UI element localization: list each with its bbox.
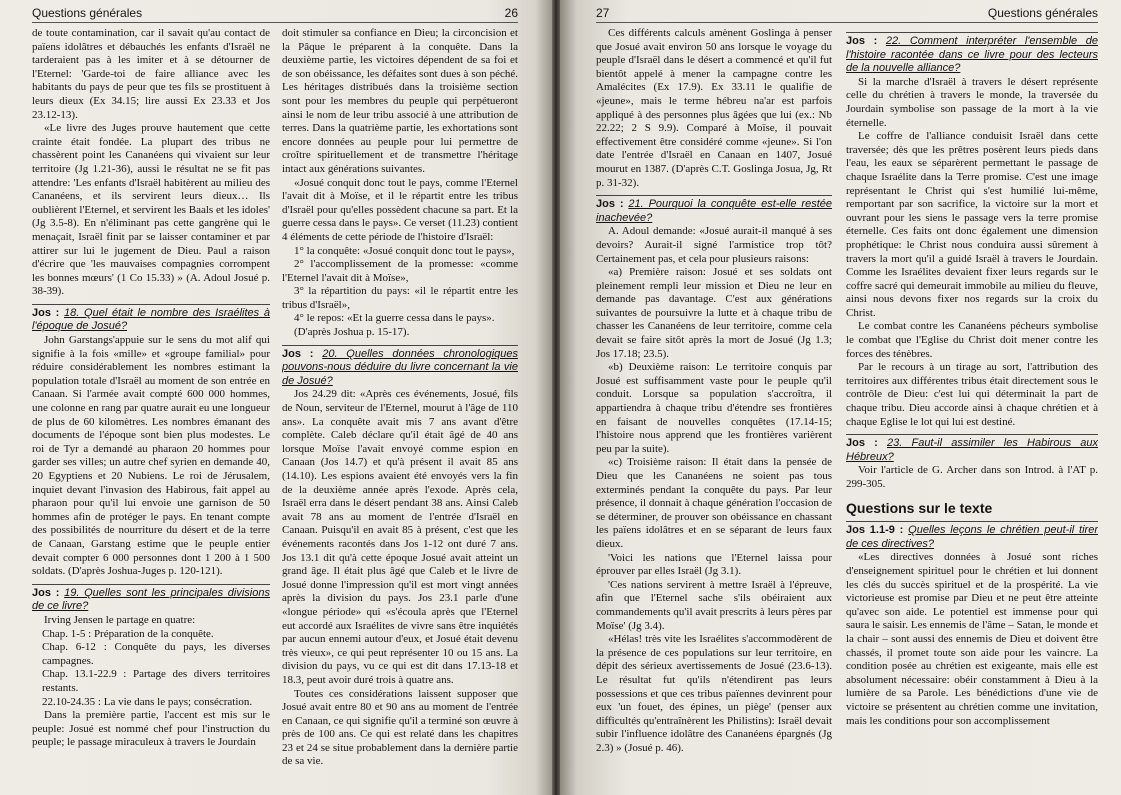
paragraph: «Les directives données à Josué sont riches d'enseignement spirituel pour le chrétien et lui donnent les clés du succès spirituel et de la prospérité. La vie victorieuse est promise par Dieu et ne peut être atteinte qu'avec son aide. Le potentiel est immense pour qui saura le saisir. Les ennemis de l'âme – Satan, le monde et la chair – sont aussi des ennemis de Dieu et doivent être chassés, il promet toute son aide pour les vaincre. La condition posée au chrétien est exigeante, mais elle est absolument nécessaire: obéir constamment à Dieu à la lumière de sa Parole. Les bénédictions d'une vie de victoire se présentent au chrétien comme une invitation, mais les conditions pour son accomplissement [846,551,1098,727]
section-heading: Questions sur le texte [846,499,993,516]
left-page [0,0,552,795]
division-list-item: Chap. 6-12 : Conquête du pays, les diverses campagnes. [42,641,270,667]
division-list-item: 22.10-24.35 : La vie dans le pays; consécration. [42,695,253,708]
right-page-number: 27 [596,6,610,20]
paragraph: «a) Première raison: Josué et ses soldats ont pleinement rempli leur mission et Dieu ne leur en demande pas davantage. C'est aux générations suivantes de poursuivre la lutte et à chaque tribu de chasser les Cananéens de leur territoire, comme cela devait se faire sitôt après la mort de Josué (Jg 1.3; Jos 17.18; 23.5). [596,266,832,360]
paragraph: Irving Jensen le partage en quatre: [44,613,196,626]
question-heading [596,195,832,225]
question-text: 20. Quelles données chronologiques pouvons-nous déduire du livre concernant la vie de Josué? [282,347,518,387]
paragraph: de toute contamination, car il savait qu'au contact de païens idolâtres et débauchés les enfants d'Israël ne tarderaient pas à les imiter et à se détourner de l'Eternel: 'Garde-toi de faire alliance avec les habitants du pays de peur que tes fils se prostituent à leurs dieux (Ex 34.15; lire aussi Ex 23.33 et Jos 23.12-13). [32,27,270,121]
question-text: 19. Quelles sont les principales divisions de ce livre? [32,586,270,613]
paragraph: doit stimuler sa confiance en Dieu; la circoncision et la Pâque le préparent à la conquête. Dans la deuxième partie, les victoires dépendent de sa foi et de son obéissance, les défaites sont dues à son péché. Les héritages distribués dans la troisième section sont pour les membres du peuple qui perpétueront ainsi le nom de leur tribu associé à une attribution de terres. Dans la quatrième partie, les exhortations sont encore données au peuple pour lui permettre de croître spirituellement et de transmettre l'héritage intact aux générations suivantes. [282,27,518,175]
question-ref: Jos : [32,306,65,319]
paragraph: 3° la répartition du pays: «il le répartit entre les tribus d'Israël», [282,285,518,311]
right-column-2 [846,27,1098,793]
question-heading [32,304,270,334]
left-page-number: 26 [504,6,518,20]
question-heading [846,521,1098,551]
question-ref: Jos : [282,347,323,360]
question-text: 21. Pourquoi la conquête est-elle restée inachevée? [596,198,832,224]
question-ref: Jos : [596,198,629,211]
paragraph: Si la marche d'Israël à travers le désert représente celle du chrétien à travers le monde, la traversée du Jourdain symbolise son passage de la mort à la vie éternelle. [846,75,1098,129]
division-list-item: Chap. 1-5 : Préparation de la conquête. [42,627,214,640]
paragraph: Le coffre de l'alliance conduisit Israël dans cette traversée; dès que les prêtres posèrent leurs pieds dans l'eau, les eaux se séparèrent permettant le passage de chaque Israélite dans la Terre promise. C'est une image représentant le Christ qui s'est humilié lui-même, remportant par son sacrifice, la victoire sur la mort et ouvrant pour les siens le passage vers la terre promise éternelle. Ces faits ont donc également une dimension prophétique: le Christ nous conduira aussi sûrement à travers la mort qu'il a guidé Israël à travers le Jourdain. Comme les Israélites devaient fixer leurs regards sur le coffre sacré qui demeurait immobile au milieu du fleuve, ainsi nous devons fixer nos regards sur la croix du Christ. [846,130,1098,319]
division-list-item: Chap. 13.1-22.9 : Partage des divers territoires restants. [42,668,270,694]
paragraph: «Hélas! très vite les Israélites s'accommodèrent de la présence de ces populations sur leur territoire, en dépit des sérieux avertissements de Josué (23.6-13). Le résultat fut qu'ils n'étendirent pas leurs possessions et que ces tribus païennes devinrent pour eux 'un fouet, des épines, un piège' (penser aux difficultés qu'entraînèrent les Philistins): Israël devait subir l'influence idolâtre des Cananéens épargnés (Jg 2.3) » (Josué p. 46). [596,633,832,754]
paragraph: 'Voici les nations que l'Eternel laissa pour éprouver par elles Israël (Jg 3.1). [596,551,832,578]
left-column-2 [282,27,518,793]
paragraph: «c) Troisième raison: Il était dans la pensée de Dieu que les Cananéens ne soient pas tous exterminés pendant la conquête du pays. Par leur présence, il donnait à chaque génération l'occasion de se déterminer, de prouver son obéissance en chassant les païens idolâtres et en se séparant de leurs faux dieux. [596,456,832,550]
left-running-title: Questions générales [32,6,143,20]
paragraph: John Garstangs'appuie sur le sens du mot alif qui signifie à la fois «mille» et «groupe familial» pour réduire considérablement les nombres estimant la population totale d'Israël au moment de son entrée en Canaan. Si l'armée avait compté 600 000 hommes, une colonne en rang par quatre aurait eu une longueur de plus de 60 kilomètres. Les nombres émanant des documents de l'époque sont bien plus modestes. Le roi de Tyr a demandé au pharaon 20 hommes pour garder ses villes; un autre chef syrien en demande 40, 20 Egyptiens et 20 Nubiens. Le roi de Jérusalem, inquiet devant l'invasion des Habirous, fait appel au pharaon pour qu'il lui envoie une garnison de 50 hommes afin de protéger le pays. En tenant compte des possibilités de nourriture du désert et de la terre de Canaan, Garstang estime que le peuple entier devait compter 6 000 personnes dont 1 200 à 1 500 soldats. (D'après Joshua-Juges p. 120-121). [32,334,270,578]
question-ref: Jos : [32,586,65,599]
paragraph: Par le recours à un tirage au sort, l'attribution des territoires aux différentes tribus était directement sous le contrôle de Dieu: c'est lui qui déterminait la part de chaque tribu. Dieu accorde ainsi à chaque chrétien et à chaque Eglise le lot qui lui est destiné. [846,361,1098,428]
book-gutter [552,0,560,795]
question-ref: Jos : [846,35,886,47]
right-page [560,0,1121,795]
paragraph: Toutes ces considérations laissent supposer que Josué avait entre 80 et 90 ans au moment de l'entrée en Canaan, ce qui signifie qu'il a terminé son œuvre à près de 100 ans. Ce qui est relaté dans les chapitres 23 et 24 se situe probablement dans la dernière partie de sa vie. [282,687,518,768]
paragraph: 4° le repos: «Et la guerre cessa dans le pays». [294,312,495,325]
left-running-head [32,6,518,23]
paragraph: «Le livre des Juges prouve hautement que cette crainte était fondée. La plupart des tribus ne chassèrent point les Cananéens qui vivaient sur leur territoire (Jg 1.21-36), aussi le résultat ne se fit pas attendre: 'Les enfants d'Israël habitèrent au milieu des Cananéens, et ils servirent leurs dieux… Ils oublièrent l'Eternel, et servirent les Baals et les idoles' (Jg 3.5-8). En n'éliminant pas cette gangrène qui le menaçait, Israël finit par se laisser contaminer et par attirer sur lui le jugement de Dieu. Paul a raison d'écrire que 'les mauvaises compagnies corrompent les bonnes mœurs' (1 Co 15.33) » (A. Adoul Josué p. 38-39). [32,122,270,298]
question-ref: Jos 1.1-9 : [846,524,909,537]
paragraph: Dans la première partie, l'accent est mis sur le peuple: Josué est nommé chef pour l'instruction du peuple; le passage miraculeux à travers le Jourdain [32,709,270,749]
paragraph: Ces différents calculs amènent Goslinga à penser que Josué avait environ 50 ans lorsque le voyage du peuple d'Israël dans le désert a commencé et qu'il fut bientôt appelé à mener la campagne contre les Amalécites (Ex 17.9). Ex 33.11 le qualifie de «jeune», mais le terme hébreu na'ar est parfois appliqué à des personnes plus âgées que lui (ex.: Nb 22.22; 2 S 9.9). Comparé à Moïse, il pouvait effectivement être considéré comme «jeune». Si l'on date l'entrée d'Israël en Canaan en 1407, Josué mourut en 1387. (D'après C.T. Goslinga Josua, Jg, Rt p. 31-32). [596,27,832,189]
right-running-head [596,6,1098,23]
paragraph: 1° la conquête: «Josué conquit donc tout le pays», [294,244,515,257]
paragraph: «b) Deuxième raison: Le territoire conquis par Josué est suffisamment vaste pour le peuple qu'il conduit. Lorsque sa population s'accroîtra, il appartiendra à chaque tribu d'étendre ses frontières en faisant de nouvelles conquêtes (17.14-15; l'histoire nous apprend que les frontières varièrent peu par la suite). [596,361,832,455]
question-heading [282,345,518,389]
question-text: 23. Faut-il assimiler les Habirous aux Hébreux? [846,437,1098,463]
question-text: Quelles leçons le chrétien peut-il tirer de ces directives? [846,524,1098,550]
paragraph: Le combat contre les Cananéens pécheurs symbolise le combat que l'Eglise du Christ doit mener contre les forces des ténèbres. [846,320,1098,360]
question-heading [846,434,1098,464]
question-heading [32,584,270,614]
right-running-title: Questions générales [987,6,1098,20]
paragraph: (D'après Joshua p. 15-17). [294,326,410,339]
paragraph: Voir l'article de G. Archer dans son Introd. à l'AT p. 299-305. [846,464,1098,490]
paragraph: 'Ces nations servirent à mettre Israël à l'épreuve, afin que l'Eternel sache s'ils obéiraient aux commandements qu'il avait prescrits à leurs pères par Moïse' (Jg 3.4). [596,578,832,632]
left-column-1 [32,27,270,793]
question-text: 18. Quel était le nombre des Israélites à l'époque de Josué? [32,306,270,333]
question-ref: Jos : [846,437,887,450]
paragraph: Jos 24.29 dit: «Après ces événements, Josué, fils de Noun, serviteur de l'Eternel, mourut à l'âge de 110 ans». La conquête avait mis 7 ans avant d'être complète. Caleb déclare qu'il était âgé de 40 ans lorsque Moïse l'avait envoyé comme espion en Canaan (Jos 14.7) et qu'à présent il avait 85 ans (14.10). Les espions avaient été envoyés vers la fin de la deuxième année après l'exode. Après cela, Israël erra dans le désert pendant 38 ans. Ainsi Caleb avait 78 ans au moment de l'entrée d'Israël en Canaan. Puisqu'il en avait 85 à présent, c'est que les événements racontés dans Jos 1-12 ont duré 7 ans. Jos 13.1 dit qu'à cette époque Josué avait atteint un grand âge. Il était plus âgé que Caleb et le livre de Josué donne l'impression qu'il est mort vingt années après la division du pays. Jos 23.1 parle d'une «longue période» qui «s'écoula après que l'Eternel eut accordé aux Israélites de vivre sans être inquiétés par aucun ennemi autour d'eux, et Josué était devenu très vieux», ce qui peut représenter 10 ou 15 ans. La division du pays, vu ce qui est dit dans 17.13-18 et 18.3, peut avoir duré trois à quatre ans. [282,388,518,686]
paragraph: «Josué conquit donc tout le pays, comme l'Eternel l'avait dit à Moïse, et il le répartit entre les tribus d'Israël pour qu'elles possèdent chacune sa part. Et la guerre cessa dans le pays». Ce verset (11.23) contient 4 éléments de cette période de l'histoire d'Israël: [282,176,518,243]
paragraph: 2° l'accomplissement de la promesse: «comme l'Eternel l'avait dit à Moïse», [282,258,518,284]
right-column-1 [596,27,832,793]
question-heading [846,32,1098,76]
question-text: 22. Comment interpréter l'ensemble de l'histoire racontée dans ce livre pour des lecteurs de la nouvelle alliance? [846,35,1098,75]
paragraph: A. Adoul demande: «Josué aurait-il manqué à ses devoirs? Aurait-il signé l'armistice trop tôt? Certainement pas, et cela pour plusieurs raisons: [596,225,832,265]
